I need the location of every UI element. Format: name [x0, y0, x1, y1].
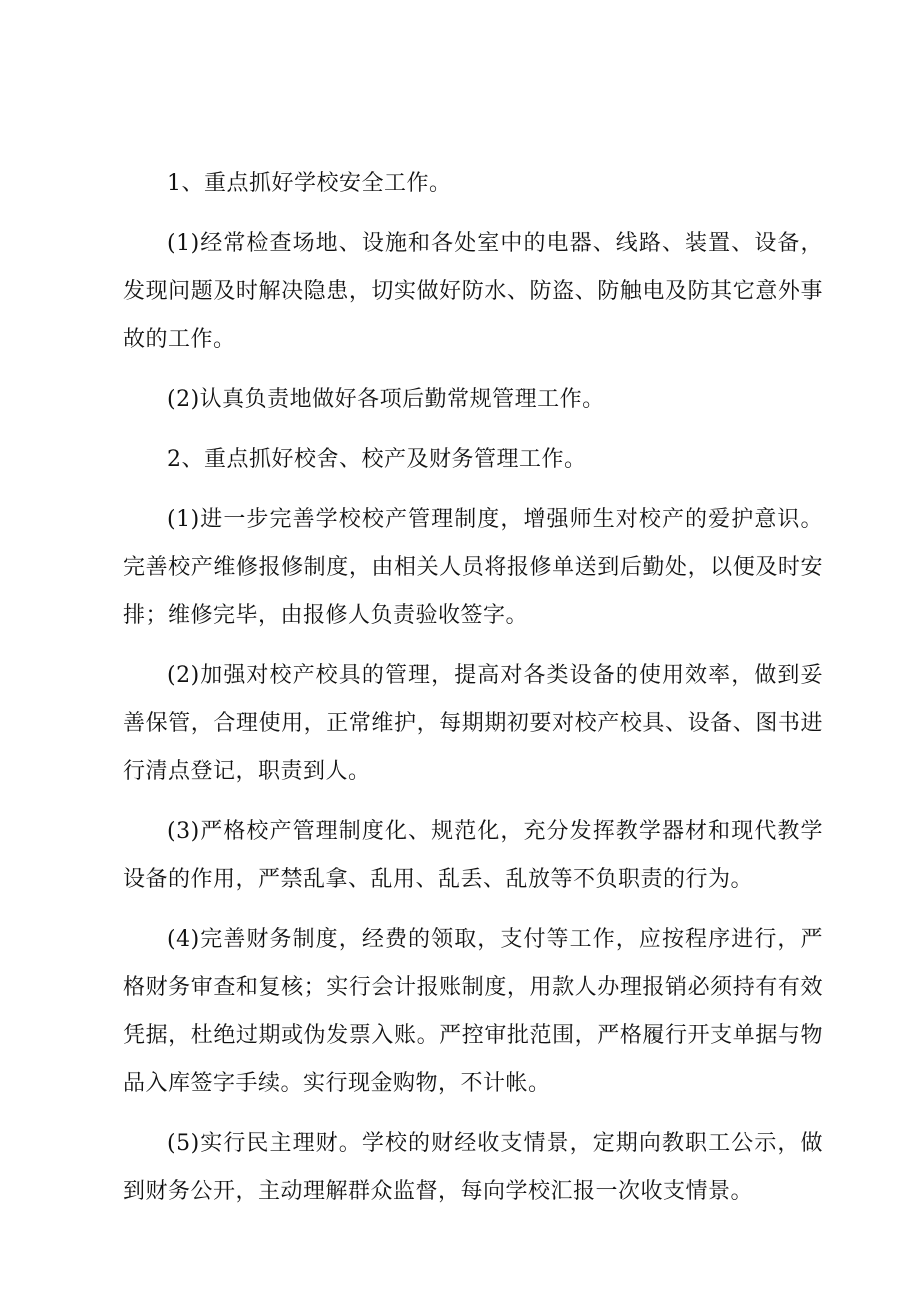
paragraph-2-2: (2)加强对校产校具的管理，提高对各类设备的使用效率，做到妥善保管，合理使用，正常维护，每期期初要对校产校具、设备、图书进行清点登记，职责到人。 — [123, 663, 823, 784]
paragraph-2-1: (1)进一步完善学校校产管理制度，增强师生对校产的爱护意识。完善校产维修报修制度，由相关人员将报修单送到后勤处，以便及时安排；维修完毕，由报修人负责验收签字。 — [123, 507, 823, 628]
section-heading-2: 2、重点抓好校舍、校产及财务管理工作。 — [167, 447, 587, 472]
paragraph-2-3: (3)严格校产管理制度化、规范化，充分发挥教学器材和现代教学设备的作用，严禁乱拿、乱用、乱丢、乱放等不负职责的行为。 — [123, 819, 823, 892]
paragraph-1-2: (2)认真负责地做好各项后勤常规管理工作。 — [167, 387, 605, 412]
paragraph-1-1: (1)经常检查场地、设施和各处室中的电器、线路、装置、设备，发现问题及时解决隐患，切实做好防水、防盗、防触电及防其它意外事故的工作。 — [123, 231, 823, 352]
section-heading-1: 1、重点抓好学校安全工作。 — [167, 171, 452, 196]
paragraph-2-5: (5)实行民主理财。学校的财经收支情景，定期向教职工公示，做到财务公开，主动理解群众监督，每向学校汇报一次收支情景。 — [123, 1131, 823, 1204]
document-body — [123, 160, 823, 1228]
paragraph-2-4: (4)完善财务制度，经费的领取，支付等工作，应按程序进行，严格财务审查和复核；实行会计报账制度，用款人办理报销必须持有有效凭据，杜绝过期或伪发票入账。严控审批范围，严格履行开支单据与物品入库签字手续。实行现金购物，不计帐。 — [123, 927, 823, 1096]
